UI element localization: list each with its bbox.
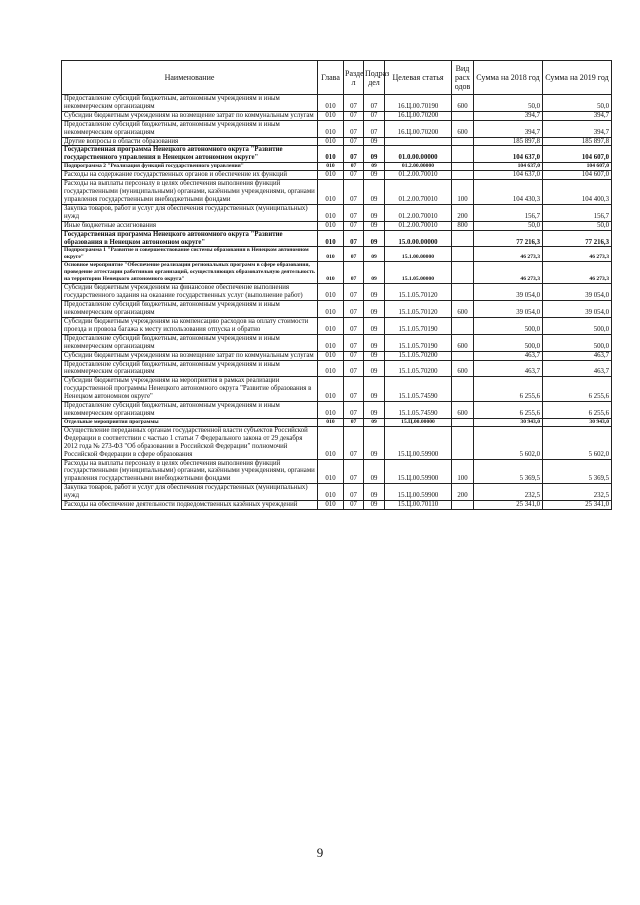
cell-sum-2019: 46 273,3: [543, 262, 612, 284]
cell-section: 07: [344, 418, 364, 426]
cell-name: Иные бюджетные ассигнования: [62, 221, 318, 230]
table-row: [62, 459, 612, 484]
cell-target: 15.1.05.74590: [385, 377, 452, 402]
cell-chapter: 010: [318, 484, 344, 501]
cell-expense-type: [452, 146, 474, 163]
cell-sum-2019: 30 943,0: [543, 418, 612, 426]
cell-sum-2018: 185 897,8: [474, 137, 543, 146]
cell-chapter: 010: [318, 221, 344, 230]
cell-expense-type: [452, 318, 474, 335]
cell-target: 16.Ц.00.70200: [385, 111, 452, 120]
cell-subsection: 09: [364, 484, 385, 501]
table-row: [62, 204, 612, 221]
cell-expense-type: 600: [452, 95, 474, 112]
cell-name: Предоставление субсидий бюджетным, автономным учреждениям и иным некоммерческим организациям: [62, 334, 318, 351]
cell-subsection: 07: [364, 120, 385, 137]
cell-sum-2018: 5 602,0: [474, 426, 543, 459]
cell-expense-type: 200: [452, 484, 474, 501]
cell-expense-type: 600: [452, 402, 474, 419]
cell-chapter: 010: [318, 204, 344, 221]
cell-section: 07: [344, 360, 364, 377]
cell-section: 07: [344, 284, 364, 301]
cell-section: 07: [344, 402, 364, 419]
header-sum-2018: Сумма на 2018 год: [474, 61, 543, 95]
cell-section: 07: [344, 95, 364, 112]
cell-section: 07: [344, 171, 364, 180]
cell-target: 15.1.05.70190: [385, 318, 452, 335]
cell-chapter: 010: [318, 459, 344, 484]
cell-subsection: 09: [364, 180, 385, 205]
cell-chapter: 010: [318, 180, 344, 205]
table-row: [62, 171, 612, 180]
cell-target: 15.1.00.00000: [385, 247, 452, 262]
cell-section: 07: [344, 318, 364, 335]
cell-sum-2018: 104 637,0: [474, 171, 543, 180]
cell-section: 07: [344, 146, 364, 163]
table-row: [62, 247, 612, 262]
cell-chapter: 010: [318, 146, 344, 163]
cell-expense-type: 100: [452, 459, 474, 484]
cell-chapter: 010: [318, 301, 344, 318]
cell-sum-2019: 5 602,0: [543, 426, 612, 459]
cell-subsection: 09: [364, 418, 385, 426]
cell-subsection: 07: [364, 111, 385, 120]
cell-sum-2018: 46 273,3: [474, 247, 543, 262]
cell-expense-type: [452, 284, 474, 301]
cell-expense-type: [452, 137, 474, 146]
cell-chapter: 010: [318, 111, 344, 120]
table-row: [62, 120, 612, 137]
cell-sum-2018: 394,7: [474, 111, 543, 120]
cell-target: 01.2.00.70010: [385, 180, 452, 205]
cell-name: Субсидии бюджетным учреждениям на компенсацию расходов на оплату стоимости проезда и провоза багажа к месту использования отпуска и обратно: [62, 318, 318, 335]
cell-expense-type: [452, 262, 474, 284]
cell-name: Подпрограмма 1 "Развитие и совершенствование системы образования в Ненецком автономном округе": [62, 247, 318, 262]
cell-sum-2018: 6 255,6: [474, 377, 543, 402]
table-row: [62, 301, 612, 318]
table-row: [62, 95, 612, 112]
cell-target: 16.Ц.00.70190: [385, 95, 452, 112]
table-row: [62, 501, 612, 510]
cell-sum-2019: 5 369,5: [543, 459, 612, 484]
cell-sum-2019: 394,7: [543, 120, 612, 137]
cell-section: 07: [344, 484, 364, 501]
budget-table: [61, 60, 612, 510]
cell-chapter: 010: [318, 334, 344, 351]
cell-expense-type: [452, 111, 474, 120]
cell-subsection: 09: [364, 163, 385, 171]
table-body: [62, 95, 612, 510]
cell-sum-2018: 156,7: [474, 204, 543, 221]
cell-sum-2019: 185 897,8: [543, 137, 612, 146]
cell-sum-2019: 50,0: [543, 221, 612, 230]
cell-target: 01.0.00.00000: [385, 146, 452, 163]
cell-sum-2019: 39 054,0: [543, 301, 612, 318]
cell-section: 07: [344, 301, 364, 318]
cell-chapter: 010: [318, 120, 344, 137]
cell-expense-type: 600: [452, 301, 474, 318]
cell-sum-2019: 156,7: [543, 204, 612, 221]
cell-sum-2018: 50,0: [474, 95, 543, 112]
cell-target: 15.1.05.70190: [385, 334, 452, 351]
cell-name: Предоставление субсидий бюджетным, автономным учреждениям и иным некоммерческим организациям: [62, 95, 318, 112]
cell-chapter: 010: [318, 284, 344, 301]
cell-target: 15.Ц.00.59900: [385, 484, 452, 501]
cell-subsection: 09: [364, 377, 385, 402]
cell-sum-2018: 77 216,3: [474, 230, 543, 247]
table-header-row: [62, 61, 612, 95]
cell-sum-2019: 463,7: [543, 351, 612, 360]
cell-sum-2019: 232,5: [543, 484, 612, 501]
cell-chapter: 010: [318, 137, 344, 146]
cell-name: Субсидии бюджетным учреждениям на мероприятия в рамках реализации государственной программы Ненецкого автономного округа "Развитие образования в Ненецком автономном округе": [62, 377, 318, 402]
cell-sum-2018: 104 637,0: [474, 163, 543, 171]
cell-target: 01.2.00.70010: [385, 171, 452, 180]
cell-name: Отдельные мероприятия программы: [62, 418, 318, 426]
cell-target: 01.2.00.70010: [385, 204, 452, 221]
cell-sum-2018: 104 430,3: [474, 180, 543, 205]
cell-chapter: 010: [318, 501, 344, 510]
header-expense-type: Вид расх одов: [452, 61, 474, 95]
cell-subsection: 09: [364, 171, 385, 180]
cell-sum-2018: 46 273,3: [474, 262, 543, 284]
cell-sum-2019: 500,0: [543, 334, 612, 351]
cell-chapter: 010: [318, 95, 344, 112]
cell-name: Основное мероприятие "Обеспечение реализации региональных программ в сфере образования, проведение аттестации работников организаций, осуществляющих образовательную деятельность на территории Ненецкого автономного округа": [62, 262, 318, 284]
cell-sum-2018: 104 637,0: [474, 146, 543, 163]
cell-sum-2019: 394,7: [543, 111, 612, 120]
cell-section: 07: [344, 120, 364, 137]
cell-expense-type: 600: [452, 360, 474, 377]
cell-section: 07: [344, 262, 364, 284]
cell-section: 07: [344, 351, 364, 360]
cell-subsection: 09: [364, 204, 385, 221]
cell-name: Подпрограмма 2 "Реализация функций государственного управления": [62, 163, 318, 171]
cell-sum-2019: 50,0: [543, 95, 612, 112]
cell-subsection: 09: [364, 301, 385, 318]
cell-subsection: 07: [364, 95, 385, 112]
cell-chapter: 010: [318, 360, 344, 377]
table-row: [62, 334, 612, 351]
cell-chapter: 010: [318, 230, 344, 247]
header-target: Целевая статья: [385, 61, 452, 95]
cell-sum-2019: 6 255,6: [543, 377, 612, 402]
cell-sum-2019: 39 054,0: [543, 284, 612, 301]
cell-subsection: 09: [364, 402, 385, 419]
cell-expense-type: [452, 163, 474, 171]
header-section: Разде л: [344, 61, 364, 95]
table-row: [62, 111, 612, 120]
cell-subsection: 09: [364, 459, 385, 484]
cell-subsection: 09: [364, 262, 385, 284]
table-row: [62, 163, 612, 171]
cell-section: 07: [344, 334, 364, 351]
cell-expense-type: [452, 501, 474, 510]
cell-chapter: 010: [318, 426, 344, 459]
cell-chapter: 010: [318, 377, 344, 402]
cell-expense-type: 200: [452, 204, 474, 221]
cell-subsection: 09: [364, 146, 385, 163]
table-row: [62, 262, 612, 284]
cell-chapter: 010: [318, 351, 344, 360]
cell-section: 07: [344, 459, 364, 484]
cell-subsection: 09: [364, 137, 385, 146]
cell-section: 07: [344, 137, 364, 146]
cell-expense-type: 600: [452, 334, 474, 351]
cell-name: Закупка товаров, работ и услуг для обеспечения государственных (муниципальных) нужд: [62, 484, 318, 501]
cell-sum-2019: 104 400,3: [543, 180, 612, 205]
cell-sum-2019: 77 216,3: [543, 230, 612, 247]
cell-subsection: 09: [364, 284, 385, 301]
cell-sum-2018: 39 054,0: [474, 301, 543, 318]
table-row: [62, 146, 612, 163]
cell-target: 01.2.00.00000: [385, 163, 452, 171]
cell-target: [385, 137, 452, 146]
cell-sum-2018: 463,7: [474, 360, 543, 377]
cell-name: Предоставление субсидий бюджетным, автономным учреждениям и иным некоммерческим организациям: [62, 301, 318, 318]
cell-section: 07: [344, 111, 364, 120]
cell-subsection: 09: [364, 360, 385, 377]
cell-expense-type: [452, 426, 474, 459]
cell-sum-2018: 25 341,0: [474, 501, 543, 510]
cell-subsection: 09: [364, 426, 385, 459]
cell-section: 07: [344, 221, 364, 230]
cell-expense-type: [452, 171, 474, 180]
table-row: [62, 180, 612, 205]
header-subsection: Подраз дел: [364, 61, 385, 95]
cell-target: 15.1.05.70200: [385, 351, 452, 360]
cell-name: Расходы на обеспечение деятельности подведомственных казённых учреждений: [62, 501, 318, 510]
cell-chapter: 010: [318, 402, 344, 419]
cell-sum-2019: 6 255,6: [543, 402, 612, 419]
header-sum-2019: Сумма на 2019 год: [543, 61, 612, 95]
table-row: [62, 360, 612, 377]
header-chapter: Глава: [318, 61, 344, 95]
cell-subsection: 09: [364, 501, 385, 510]
cell-target: 15.1.05.70120: [385, 301, 452, 318]
cell-chapter: 010: [318, 418, 344, 426]
cell-subsection: 09: [364, 230, 385, 247]
cell-name: Расходы на выплаты персоналу в целях обеспечения выполнения функций государственными (муниципальными) органами, казёнными учреждениями, органами управления государственными внебюджетными фондами: [62, 180, 318, 205]
table-row: [62, 221, 612, 230]
table-row: [62, 284, 612, 301]
cell-name: Закупка товаров, работ и услуг для обеспечения государственных (муниципальных) нужд: [62, 204, 318, 221]
table-row: [62, 402, 612, 419]
cell-target: 15.Ц.00.59900: [385, 426, 452, 459]
cell-target: 15.1.05.70120: [385, 284, 452, 301]
cell-section: 07: [344, 163, 364, 171]
cell-name: Осуществление переданных органам государственной власти субъектов Российской Федерации в соответствии с частью 1 статьи 7 Федерального закона от 29 декабря 2012 года № 273-ФЗ "Об образовании в Российской Федерации" полномочий Российской Федерации в сфере образования: [62, 426, 318, 459]
table-row: [62, 426, 612, 459]
table-row: [62, 377, 612, 402]
cell-section: 07: [344, 180, 364, 205]
header-name: Наименование: [62, 61, 318, 95]
cell-sum-2019: 25 341,0: [543, 501, 612, 510]
cell-name: Предоставление субсидий бюджетным, автономным учреждениям и иным некоммерческим организациям: [62, 360, 318, 377]
cell-sum-2019: 500,0: [543, 318, 612, 335]
cell-expense-type: [452, 351, 474, 360]
cell-sum-2018: 500,0: [474, 318, 543, 335]
cell-section: 07: [344, 426, 364, 459]
cell-section: 07: [344, 501, 364, 510]
page-number: 9: [316, 845, 324, 860]
cell-chapter: 010: [318, 318, 344, 335]
cell-target: 01.2.00.70010: [385, 221, 452, 230]
cell-name: Субсидии бюджетным учреждениям на финансовое обеспечение выполнения государственного задания на оказание государственных услуг (выполнение работ): [62, 284, 318, 301]
table-row: [62, 137, 612, 146]
cell-section: 07: [344, 377, 364, 402]
cell-expense-type: 600: [452, 120, 474, 137]
cell-name: Субсидии бюджетным учреждениям на возмещение затрат по коммунальным услугам: [62, 111, 318, 120]
cell-name: Расходы на содержание государственных органов и обеспечение их функций: [62, 171, 318, 180]
cell-sum-2018: 463,7: [474, 351, 543, 360]
cell-expense-type: [452, 247, 474, 262]
table-row: [62, 484, 612, 501]
cell-target: 15.1.05.74590: [385, 402, 452, 419]
cell-sum-2018: 394,7: [474, 120, 543, 137]
cell-name: Предоставление субсидий бюджетным, автономным учреждениям и иным некоммерческим организациям: [62, 402, 318, 419]
cell-chapter: 010: [318, 247, 344, 262]
cell-target: 15.0.00.00000: [385, 230, 452, 247]
cell-sum-2018: 232,5: [474, 484, 543, 501]
cell-expense-type: 800: [452, 221, 474, 230]
cell-sum-2018: 5 369,5: [474, 459, 543, 484]
cell-chapter: 010: [318, 171, 344, 180]
cell-target: 16.Ц.00.70200: [385, 120, 452, 137]
cell-subsection: 09: [364, 334, 385, 351]
cell-target: 15.Ц.00.00000: [385, 418, 452, 426]
cell-sum-2019: 104 607,0: [543, 163, 612, 171]
cell-subsection: 09: [364, 351, 385, 360]
cell-expense-type: 100: [452, 180, 474, 205]
cell-sum-2018: 30 943,0: [474, 418, 543, 426]
cell-subsection: 09: [364, 318, 385, 335]
cell-target: 15.Ц.00.59900: [385, 459, 452, 484]
cell-sum-2019: 46 273,3: [543, 247, 612, 262]
cell-target: 15.Ц.00.70110: [385, 501, 452, 510]
cell-name: Предоставление субсидий бюджетным, автономным учреждениям и иным некоммерческим организациям: [62, 120, 318, 137]
cell-sum-2018: 500,0: [474, 334, 543, 351]
cell-name: Государственная программа Ненецкого автономного округа "Развитие образования в Ненецком автономном округе": [62, 230, 318, 247]
cell-target: 15.1.05.00000: [385, 262, 452, 284]
cell-target: 15.1.05.70200: [385, 360, 452, 377]
cell-chapter: 010: [318, 262, 344, 284]
cell-sum-2018: 6 255,6: [474, 402, 543, 419]
cell-sum-2018: 50,0: [474, 221, 543, 230]
cell-section: 07: [344, 204, 364, 221]
cell-name: Субсидии бюджетным учреждениям на возмещение затрат по коммунальным услугам: [62, 351, 318, 360]
cell-name: Другие вопросы в области образования: [62, 137, 318, 146]
cell-subsection: 09: [364, 221, 385, 230]
table-row: [62, 418, 612, 426]
cell-name: Государственная программа Ненецкого автономного округа "Развитие государственного управления в Ненецком автономном округе": [62, 146, 318, 163]
cell-expense-type: [452, 418, 474, 426]
cell-sum-2018: 39 054,0: [474, 284, 543, 301]
cell-section: 07: [344, 247, 364, 262]
cell-expense-type: [452, 377, 474, 402]
table-row: [62, 318, 612, 335]
cell-sum-2019: 104 607,0: [543, 146, 612, 163]
table-row: [62, 230, 612, 247]
cell-name: Расходы на выплаты персоналу в целях обеспечения выполнения функций государственными (муниципальными) органами, казёнными учреждениями, органами управления государственными внебюджетными фондами: [62, 459, 318, 484]
table-row: [62, 351, 612, 360]
cell-sum-2019: 463,7: [543, 360, 612, 377]
cell-section: 07: [344, 230, 364, 247]
cell-chapter: 010: [318, 163, 344, 171]
cell-sum-2019: 104 607,0: [543, 171, 612, 180]
cell-expense-type: [452, 230, 474, 247]
cell-subsection: 09: [364, 247, 385, 262]
